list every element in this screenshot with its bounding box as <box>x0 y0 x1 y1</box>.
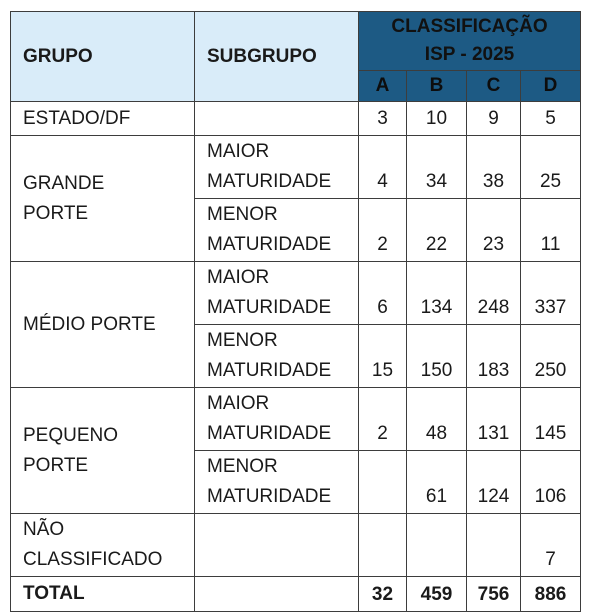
header-classificacao-line1: CLASSIFICAÇÃO <box>391 16 548 37</box>
cell-c: 131 <box>467 388 521 451</box>
cell-grupo: ESTADO/DF <box>11 102 195 136</box>
cell-d: 25 <box>521 136 581 199</box>
header-subgrupo: SUBGRUPO <box>195 12 359 102</box>
cell-subgrupo: MAIOR MATURIDADE <box>195 262 359 325</box>
cell-d: 145 <box>521 388 581 451</box>
header-col-d: D <box>521 71 581 102</box>
header-classificacao-line2: ISP - 2025 <box>424 44 515 65</box>
cell-b: 10 <box>407 102 467 136</box>
cell-a: 3 <box>359 102 407 136</box>
cell-total-b: 459 <box>407 577 467 612</box>
cell-c: 9 <box>467 102 521 136</box>
cell-b: 150 <box>407 325 467 388</box>
table-wrapper <box>10 11 581 612</box>
cell-b: 134 <box>407 262 467 325</box>
table-row <box>11 136 581 199</box>
cell-c: 23 <box>467 199 521 262</box>
cell-subgrupo: MAIOR MATURIDADE <box>195 388 359 451</box>
cell-b: 22 <box>407 199 467 262</box>
cell-c <box>467 514 521 577</box>
table-row <box>11 514 581 577</box>
cell-subgrupo <box>195 514 359 577</box>
cell-c: 248 <box>467 262 521 325</box>
header-classificacao <box>359 12 581 71</box>
cell-total-d: 886 <box>521 577 581 612</box>
cell-b: 48 <box>407 388 467 451</box>
cell-total-label: TOTAL <box>11 577 195 612</box>
cell-a: 6 <box>359 262 407 325</box>
cell-total-a: 32 <box>359 577 407 612</box>
cell-grupo: PEQUENO PORTE <box>11 388 195 514</box>
header-grupo: GRUPO <box>11 12 195 102</box>
cell-a <box>359 451 407 514</box>
cell-subgrupo: MENOR MATURIDADE <box>195 451 359 514</box>
cell-subgrupo <box>195 577 359 612</box>
table-row <box>11 388 581 451</box>
table-row <box>11 102 581 136</box>
cell-a: 15 <box>359 325 407 388</box>
cell-b: 34 <box>407 136 467 199</box>
cell-grupo: NÃO CLASSIFICADO <box>11 514 195 577</box>
cell-subgrupo: MENOR MATURIDADE <box>195 199 359 262</box>
cell-total-c: 756 <box>467 577 521 612</box>
total-row <box>11 577 581 612</box>
cell-c: 183 <box>467 325 521 388</box>
cell-a <box>359 514 407 577</box>
classification-table <box>10 11 581 612</box>
header-col-b: B <box>407 71 467 102</box>
cell-grupo: MÉDIO PORTE <box>11 262 195 388</box>
cell-subgrupo: MENOR MATURIDADE <box>195 325 359 388</box>
cell-subgrupo: MAIOR MATURIDADE <box>195 136 359 199</box>
cell-d: 250 <box>521 325 581 388</box>
cell-c: 38 <box>467 136 521 199</box>
cell-b <box>407 514 467 577</box>
cell-subgrupo <box>195 102 359 136</box>
cell-d: 11 <box>521 199 581 262</box>
table-row <box>11 262 581 325</box>
cell-a: 4 <box>359 136 407 199</box>
cell-c: 124 <box>467 451 521 514</box>
cell-grupo: GRANDE PORTE <box>11 136 195 262</box>
cell-d: 106 <box>521 451 581 514</box>
cell-b: 61 <box>407 451 467 514</box>
cell-a: 2 <box>359 388 407 451</box>
header-col-c: C <box>467 71 521 102</box>
cell-d: 5 <box>521 102 581 136</box>
cell-d: 7 <box>521 514 581 577</box>
cell-d: 337 <box>521 262 581 325</box>
header-col-a: A <box>359 71 407 102</box>
cell-a: 2 <box>359 199 407 262</box>
